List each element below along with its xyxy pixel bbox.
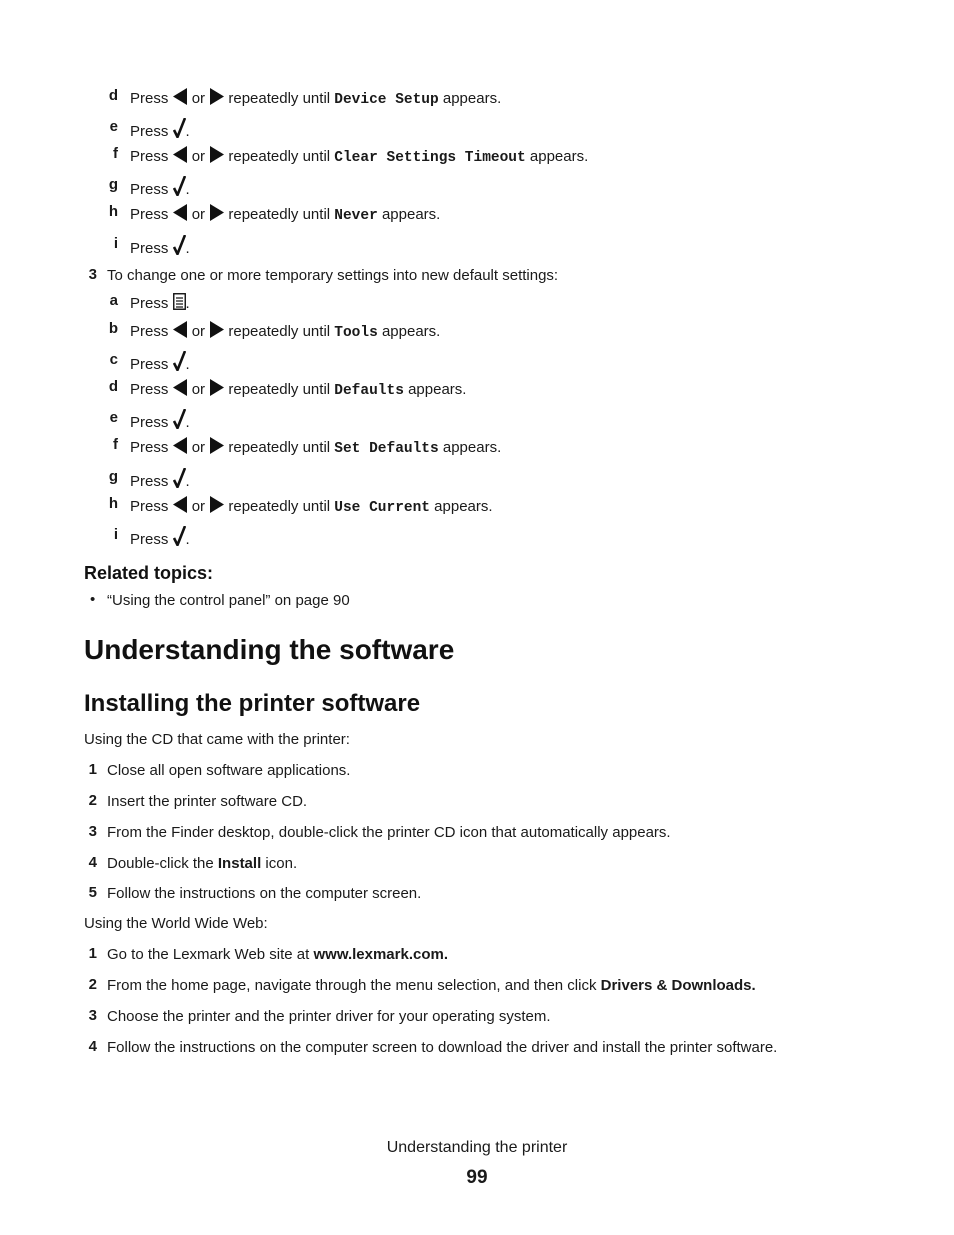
step-text: From the Finder desktop, double-click the printer CD icon that automatically appears. xyxy=(107,824,671,841)
step-number: 3 xyxy=(88,266,97,283)
step-text: Double-click the Install icon. xyxy=(107,855,298,872)
right-arrow-icon xyxy=(209,379,224,396)
step-number: 3 xyxy=(88,1007,97,1024)
checkmark-icon xyxy=(173,118,186,138)
step-text: Close all open software applications. xyxy=(107,762,351,779)
related-topic-link[interactable]: “Using the control panel” on page 90 xyxy=(107,592,350,609)
step-text: Follow the instructions on the computer screen to download the driver and install the printer software. xyxy=(107,1039,778,1056)
step-number: 4 xyxy=(88,854,97,871)
left-arrow-icon xyxy=(173,146,188,163)
step-text: Press . xyxy=(130,468,190,490)
step-text: Press or repeatedly until Tools appears. xyxy=(130,323,441,341)
right-arrow-icon xyxy=(209,321,224,338)
cd-intro: Using the CD that came with the printer: xyxy=(84,731,350,748)
left-arrow-icon xyxy=(173,204,188,221)
page-number: 99 xyxy=(466,1167,488,1188)
step-text: Press or repeatedly until Device Setup appears. xyxy=(130,90,502,108)
step-text: Press . xyxy=(130,295,190,312)
step-text: Press . xyxy=(130,526,190,548)
step-letter: e xyxy=(109,118,118,135)
left-arrow-icon xyxy=(173,437,188,454)
right-arrow-icon xyxy=(209,204,224,221)
step-letter: i xyxy=(113,526,118,543)
footer-chapter: Understanding the printer xyxy=(386,1139,568,1156)
step-number: 5 xyxy=(88,884,97,901)
step-text: Insert the printer software CD. xyxy=(107,793,308,810)
left-arrow-icon xyxy=(173,496,188,513)
section-title: Understanding the software xyxy=(84,634,455,665)
related-topics-heading: Related topics: xyxy=(84,563,214,583)
step-number: 3 xyxy=(88,823,97,840)
step-text: Choose the printer and the printer driver for your operating system. xyxy=(107,1008,551,1025)
step-letter: d xyxy=(108,378,118,395)
right-arrow-icon xyxy=(209,146,224,163)
step-letter: h xyxy=(108,203,118,220)
step-text: Press or repeatedly until Never appears. xyxy=(130,206,441,224)
right-arrow-icon xyxy=(209,496,224,513)
left-arrow-icon xyxy=(173,379,188,396)
bullet: • xyxy=(90,591,96,608)
step-text: Press . xyxy=(130,118,190,140)
step-number: 4 xyxy=(88,1038,97,1055)
step-text: Press or repeatedly until Set Defaults appears. xyxy=(130,439,502,457)
step-number: 2 xyxy=(88,792,97,809)
left-arrow-icon xyxy=(173,321,188,338)
step-text: Press or repeatedly until Use Current appears. xyxy=(130,498,493,516)
step-text: Press or repeatedly until Clear Settings Timeout appears. xyxy=(130,148,589,166)
step-text: Press . xyxy=(130,351,190,373)
step-letter: f xyxy=(113,436,118,453)
step-text: Press or repeatedly until Defaults appears. xyxy=(130,381,467,399)
step-text: Press . xyxy=(130,235,190,257)
left-arrow-icon xyxy=(173,88,188,105)
step-letter: g xyxy=(108,468,118,485)
checkmark-icon xyxy=(173,176,186,196)
step-text: Follow the instructions on the computer screen. xyxy=(107,885,422,902)
right-arrow-icon xyxy=(209,437,224,454)
step-letter: a xyxy=(109,292,118,309)
step-text: Press . xyxy=(130,409,190,431)
step-letter: e xyxy=(109,409,118,426)
drivers-downloads-label: Drivers & Downloads. xyxy=(600,977,756,994)
step-letter: b xyxy=(108,320,118,337)
step-text: Press . xyxy=(130,176,190,198)
step-letter: g xyxy=(108,176,118,193)
lexmark-url[interactable]: www.lexmark.com. xyxy=(313,946,449,963)
step-number: 2 xyxy=(88,976,97,993)
step-letter: f xyxy=(113,145,118,162)
step-text: From the home page, navigate through the menu selection, and then click Drivers & Downloads. xyxy=(107,977,756,994)
step-text: To change one or more temporary settings into new default settings: xyxy=(107,267,559,284)
checkmark-icon xyxy=(173,351,186,371)
checkmark-icon xyxy=(173,468,186,488)
web-intro: Using the World Wide Web: xyxy=(84,915,268,932)
menu-icon xyxy=(173,293,186,310)
step-letter: d xyxy=(108,87,118,104)
step-letter: i xyxy=(113,235,118,252)
install-label: Install xyxy=(217,855,262,872)
checkmark-icon xyxy=(173,409,186,429)
step-text: Go to the Lexmark Web site at www.lexmark.com. xyxy=(107,946,449,963)
checkmark-icon xyxy=(173,526,186,546)
step-letter: h xyxy=(108,495,118,512)
step-number: 1 xyxy=(88,761,97,778)
step-number: 1 xyxy=(88,945,97,962)
step-letter: c xyxy=(109,351,118,368)
checkmark-icon xyxy=(173,235,186,255)
subsection-title: Installing the printer software xyxy=(84,690,421,717)
right-arrow-icon xyxy=(209,88,224,105)
